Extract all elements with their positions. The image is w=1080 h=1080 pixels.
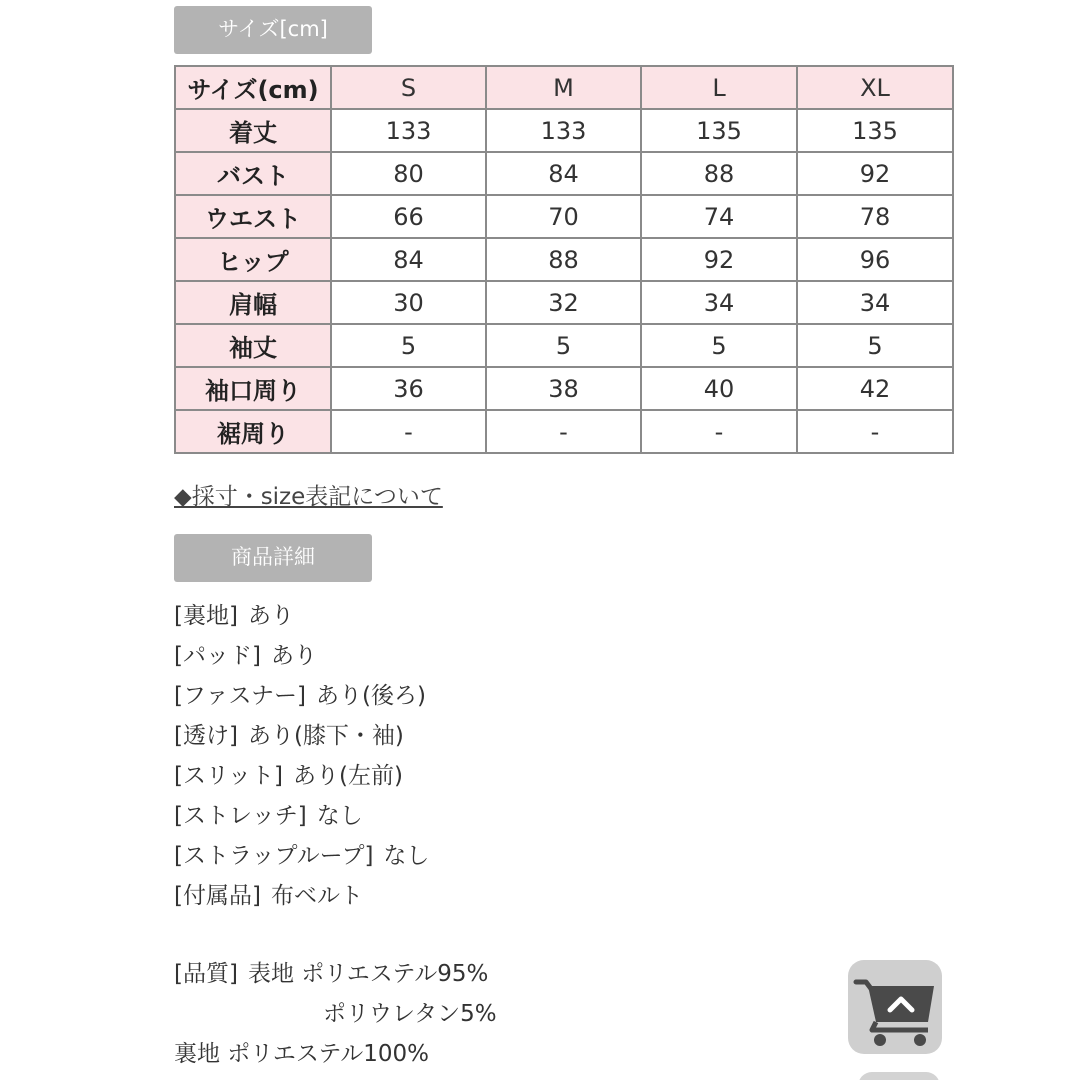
table-cell: - [486, 410, 641, 453]
size-col-xl: XL [797, 66, 953, 109]
table-row [175, 109, 953, 152]
table-row [175, 238, 953, 281]
detail-item-sheer [174, 717, 404, 750]
table-cell: 66 [331, 195, 486, 238]
detail-value: なし [383, 843, 430, 869]
table-row [175, 324, 953, 367]
table-row [175, 152, 953, 195]
detail-item-strap-loop [174, 837, 429, 870]
table-cell: 32 [486, 281, 641, 324]
detail-key: [スリット] [174, 763, 284, 789]
material-outer: 表地 ポリエステル95% [247, 961, 489, 987]
table-cell: 74 [641, 195, 797, 238]
table-cell: 5 [797, 324, 953, 367]
row-label: 裾周り [175, 410, 331, 453]
table-row [175, 410, 953, 453]
detail-value: あり [247, 603, 294, 629]
cart-button[interactable] [848, 960, 942, 1054]
table-cell: 36 [331, 367, 486, 410]
table-cell: 133 [486, 109, 641, 152]
table-cell: 70 [486, 195, 641, 238]
detail-item-pad [174, 637, 317, 670]
row-label: 袖丈 [175, 324, 331, 367]
table-cell: 92 [641, 238, 797, 281]
table-cell: - [331, 410, 486, 453]
size-guide-link[interactable]: ◆採寸・size表記について [174, 484, 443, 510]
row-label: バスト [175, 152, 331, 195]
table-cell: - [641, 410, 797, 453]
material-key: [品質] [174, 961, 238, 987]
table-cell: 42 [797, 367, 953, 410]
detail-key: [透け] [174, 723, 238, 749]
detail-value: あり(後ろ) [316, 683, 426, 709]
table-cell: 135 [641, 109, 797, 152]
detail-item-slit [174, 757, 403, 790]
secondary-floating-button[interactable] [858, 1072, 940, 1080]
size-table-corner: サイズ(cm) [175, 66, 331, 109]
table-cell: 88 [486, 238, 641, 281]
size-col-m: M [486, 66, 641, 109]
detail-value: 布ベルト [270, 883, 363, 909]
table-cell: 133 [331, 109, 486, 152]
table-cell: 5 [331, 324, 486, 367]
size-section-label: サイズ[cm] [174, 6, 372, 54]
table-cell: 84 [486, 152, 641, 195]
detail-value: あり(左前) [293, 763, 403, 789]
table-cell: 40 [641, 367, 797, 410]
material-line-3: 裏地 ポリエステル100% [174, 1041, 429, 1067]
table-cell: 96 [797, 238, 953, 281]
row-label: 着丈 [175, 109, 331, 152]
table-row [175, 195, 953, 238]
table-row [175, 367, 953, 410]
material-line-2: ポリウレタン5% [323, 1001, 497, 1027]
detail-item-fastener [174, 677, 426, 710]
detail-key: [ストレッチ] [174, 803, 307, 829]
table-cell: 34 [641, 281, 797, 324]
table-cell: 30 [331, 281, 486, 324]
detail-value: あり [270, 643, 317, 669]
detail-value: あり(膝下・袖) [247, 723, 404, 749]
table-cell: 88 [641, 152, 797, 195]
detail-key: [ストラップループ] [174, 843, 374, 869]
size-table [174, 65, 954, 454]
table-cell: 92 [797, 152, 953, 195]
table-cell: 38 [486, 367, 641, 410]
detail-key: [パッド] [174, 643, 261, 669]
detail-item-stretch [174, 797, 363, 830]
row-label: 袖口周り [175, 367, 331, 410]
detail-key: [付属品] [174, 883, 261, 909]
detail-value: なし [316, 803, 363, 829]
detail-item-lining [174, 597, 294, 630]
size-table-header-row [175, 66, 953, 109]
table-cell: 5 [486, 324, 641, 367]
row-label: ヒップ [175, 238, 331, 281]
detail-key: [裏地] [174, 603, 238, 629]
table-cell: 80 [331, 152, 486, 195]
cart-icon [848, 960, 942, 1054]
table-cell: 135 [797, 109, 953, 152]
details-section-label: 商品詳細 [174, 534, 372, 582]
table-cell: 84 [331, 238, 486, 281]
detail-item-accessory [174, 877, 363, 910]
row-label: ウエスト [175, 195, 331, 238]
detail-key: [ファスナー] [174, 683, 307, 709]
table-row [175, 281, 953, 324]
table-cell: 78 [797, 195, 953, 238]
table-cell: 34 [797, 281, 953, 324]
table-cell: 5 [641, 324, 797, 367]
size-col-l: L [641, 66, 797, 109]
material-line-1 [174, 955, 488, 988]
row-label: 肩幅 [175, 281, 331, 324]
size-col-s: S [331, 66, 486, 109]
table-cell: - [797, 410, 953, 453]
